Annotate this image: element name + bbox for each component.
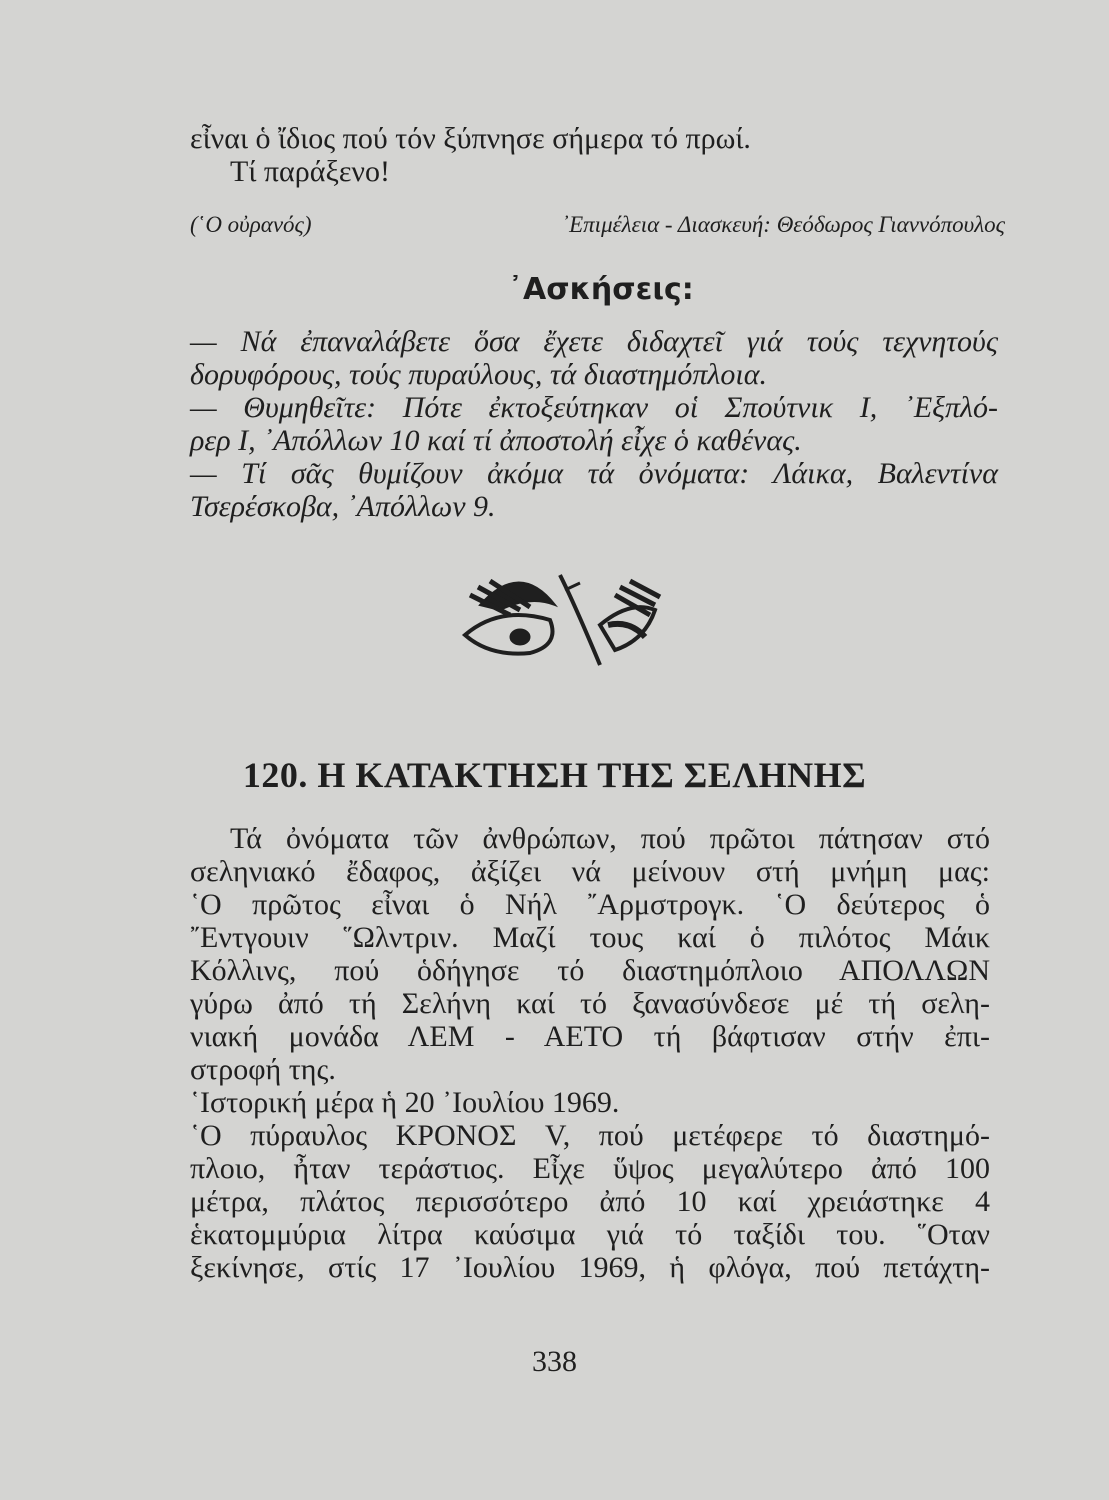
exercise-line: — Θυμηθεῖτε: Πότε ἐκτοξεύτηκαν οἱ Σπούτνικ Ι, ᾿Εξπλό-	[190, 391, 998, 424]
body-line: μέτρα, πλάτος περισσότερο ἀπό 10 καί χρειάστηκε 4	[190, 1185, 990, 1218]
body-line: στροφή της.	[190, 1053, 336, 1086]
body-line: νιακή μονάδα ΛΕΜ - ΑΕΤΟ τή βάφτισαν στήν ἐπι-	[190, 1020, 990, 1053]
exercise-line: — Τί σᾶς θυμίζουν ἀκόμα τά ὀνόματα: Λάικα, Βαλεντίνα	[190, 457, 998, 490]
body-line: ῎Εντγουιν ῞Ωλντριν. Μαζί τους καί ὁ πιλότος Μάικ	[190, 921, 990, 954]
exercise-line: δορυφόρους, τούς πυραύλους, τά διαστημόπλοια.	[190, 358, 767, 391]
body-line: ῾Ιστορική μέρα ἡ 20 ᾿Ιουλίου 1969.	[190, 1086, 620, 1119]
body-line: Τά ὀνόματα τῶν ἀνθρώπων, πού πρῶτοι πάτησαν στό	[230, 822, 990, 855]
exercise-line: ρερ Ι, ᾿Απόλλων 10 καί τί ἀποστολή εἶχε ὁ καθένας.	[190, 424, 802, 457]
text-line: εἶναι ὁ ἴδιος πού τόν ξύπνησε σήμερα τό πρωί.	[190, 122, 751, 155]
source-editor: ᾿Επιμέλεια - Διασκευή: Θεόδωρος Γιαννόπουλος	[561, 212, 1005, 237]
body-line: ἑκατομμύρια λίτρα καύσιμα γιά τό ταξίδι του. ῞Οταν	[190, 1218, 990, 1251]
carryover-text	[190, 122, 998, 188]
body-line: ξεκίνησε, στίς 17 ᾿Ιουλίου 1969, ἡ φλόγα, πού πετάχτη-	[190, 1251, 990, 1284]
exercise-line: — Νά ἐπαναλάβετε ὅσα ἔχετε διδαχτεῖ γιά τούς τεχνητούς	[190, 325, 998, 358]
page-number: 338	[532, 1345, 577, 1378]
exercise-line: Τσερέσκοβα, ᾿Απόλλων 9.	[190, 490, 496, 523]
text-line: Τί παράξενο!	[230, 155, 390, 188]
body-line: Κόλλινς, πού ὁδήγησε τό διαστημόπλοιο ΑΠΟΛΛΩΝ	[190, 954, 990, 987]
body-line: πλοιο, ἦταν τεράστιος. Εἶχε ὕψος μεγαλύτερο ἀπό 100	[190, 1152, 990, 1185]
ornament-icon	[440, 565, 670, 675]
body-line: σεληνιακό ἔδαφος, ἀξίζει νά μείνουν στή μνήμη μας:	[190, 855, 990, 888]
exercises-list	[190, 325, 998, 523]
chapter-body	[190, 822, 990, 1284]
chapter-title: 120. Η ΚΑΤΑΚΤΗΣΗ ΤΗΣ ΣΕΛΗΝΗΣ	[242, 755, 867, 795]
body-line: ῾Ο πρῶτος εἶναι ὁ Νήλ ῎Αρμστρογκ. ῾Ο δεύτερος ὁ	[190, 888, 990, 921]
source-title: (῾Ο οὐρανός)	[190, 212, 312, 237]
exercises-heading: ᾿Ασκήσεις:	[508, 272, 694, 307]
body-line: ῾Ο πύραυλος ΚΡΟΝΟΣ V, πού μετέφερε τό διαστημό-	[190, 1119, 990, 1152]
body-line: γύρω ἀπό τή Σελήνη καί τό ξανασύνδεσε μέ τή σελη-	[190, 987, 990, 1020]
